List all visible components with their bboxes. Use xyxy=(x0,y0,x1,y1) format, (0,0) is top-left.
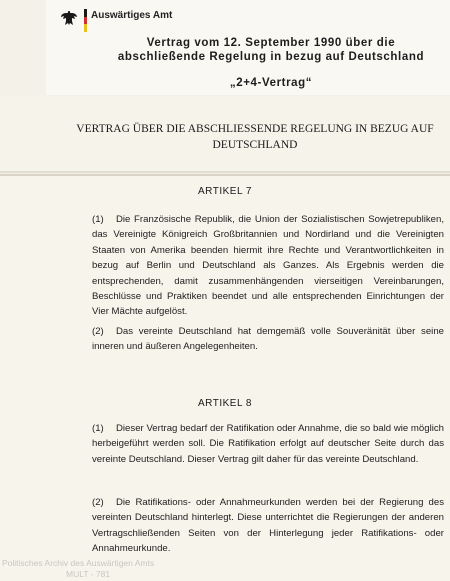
paragraph-text: Die Französische Republik, die Union der Sozialistischen Sowjetrepubliken, das Vereinigte Königreich Großbritannien und Nordirland und die Vereinigten Staaten von Amerika beenden hiermit ihre Rechte und Verantwortlichkeiten in bezug auf Berlin und Deutschland als Ganzes. Als Ergebnis werden die entsprechenden, damit zusammenhängenden vierseitigen Vereinbarungen, Beschlüsse und Praktiken beendet und alle entsprechenden Einrichtungen der Vier Mächte aufgelöst. xyxy=(92,214,444,318)
paragraph-label: (2) xyxy=(92,497,104,508)
document-heading-line-2: DEUTSCHLAND xyxy=(212,139,298,151)
paragraph-label: (1) xyxy=(92,214,104,225)
article-8-heading: ARTIKEL 8 xyxy=(198,398,252,409)
article-7-heading: ARTIKEL 7 xyxy=(198,186,252,197)
flag-stripes xyxy=(84,9,87,32)
treaty-nickname: „2+4-Vertrag“ xyxy=(229,77,313,89)
paragraph-label: (1) xyxy=(92,423,104,434)
archive-stamp-line-2: MULT - 781 xyxy=(66,569,111,579)
page-edge xyxy=(0,171,450,173)
document-heading-line-1: VERTRAG ÜBER DIE ABSCHLIESSENDE REGELUNG IN BEZUG AUF xyxy=(76,123,434,135)
treaty-title-line-2: abschließende Regelung in bezug auf Deutschland xyxy=(117,51,425,63)
article-8-paragraph-1 xyxy=(92,421,444,467)
article-7-paragraph-1 xyxy=(92,212,444,320)
archive-stamp-line-1: Politisches Archiv des Auswärtigen Amts xyxy=(2,558,155,568)
paragraph-label: (2) xyxy=(92,326,104,337)
paragraph-text: Dieser Vertrag bedarf der Ratifikation oder Annahme, die so bald wie möglich herbeigeführt werden soll. Die Ratifikation erfolgt auf deutscher Seite durch das vereinte Deutschland. Dieser Vertrag gilt daher für das vereinte Deutschland. xyxy=(92,423,444,465)
treaty-title xyxy=(92,36,450,64)
treaty-title-line-1: Vertrag vom 12. September 1990 über die xyxy=(146,37,396,49)
document-heading xyxy=(60,121,450,153)
paragraph-text: Die Ratifikations- oder Annahmeurkunden werden bei der Regierung des vereinten Deutschland hinterlegt. Diese unterrichtet die Regierungen der anderen Vertragschließenden Seiten von der Hinterlegung jeder Ratifikations- oder Annahmeurkunde. xyxy=(92,497,444,555)
article-7-paragraph-2 xyxy=(92,324,444,355)
archive-stamp xyxy=(2,558,154,580)
article-8-paragraph-2 xyxy=(92,495,444,557)
federal-eagle-icon xyxy=(60,10,78,26)
paragraph-text: Das vereinte Deutschland hat demgemäß volle Souveränität über seine inneren und äußeren Angelegenheiten. xyxy=(92,326,444,353)
ministry-name: Auswärtiges Amt xyxy=(91,10,173,21)
